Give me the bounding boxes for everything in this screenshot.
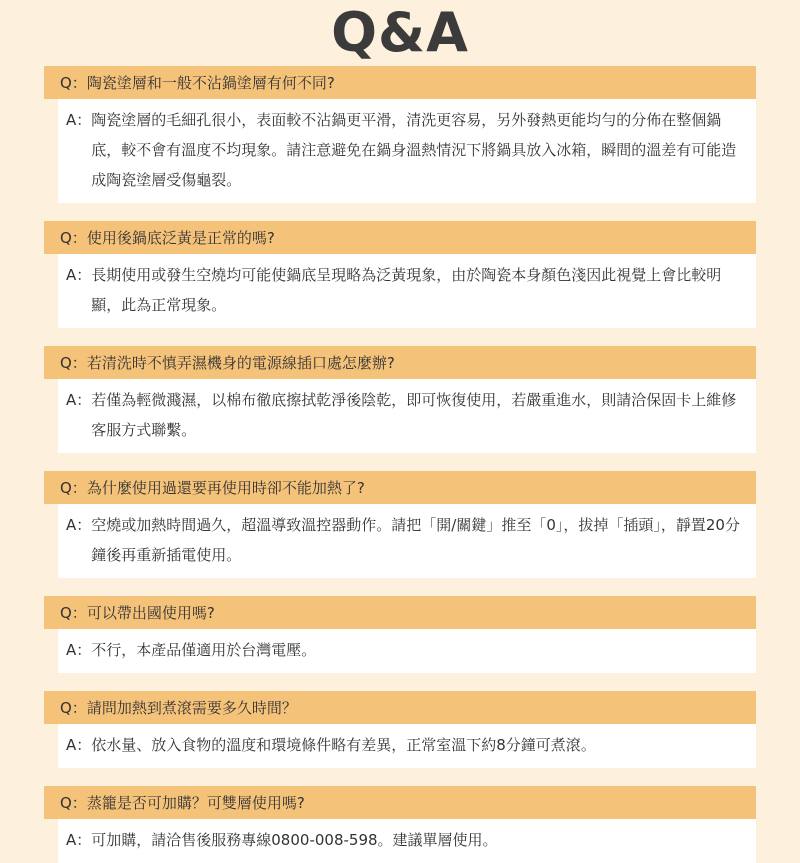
question-text: 請問加熱到煮滾需要多久時間？ [86, 699, 297, 717]
question-bar [44, 691, 756, 724]
answer-prefix: A： [66, 111, 92, 129]
question-prefix: Q： [60, 604, 87, 622]
qa-item-3 [44, 346, 756, 453]
question-bar [44, 471, 756, 504]
answer-box [58, 819, 756, 863]
answer-box [58, 629, 756, 673]
question-text: 蒸籠是否可加購？可雙層使用嗎? [86, 794, 305, 812]
answer-text: 空燒或加熱時間過久，超溫導致溫控器動作。請把「開/關鍵」推至「0」，拔掉「插頭」，靜置20分鐘後再重新插電使用。 [91, 516, 740, 564]
answer-text: 不行，本產品僅適用於台灣電壓。 [91, 641, 317, 659]
question-text: 使用後鍋底泛黃是正常的嗎? [86, 229, 275, 247]
answer-prefix: A： [66, 516, 92, 534]
question-prefix: Q： [60, 479, 87, 497]
answer-prefix: A： [66, 641, 92, 659]
answer-box [58, 724, 756, 768]
question-prefix: Q： [60, 794, 87, 812]
question-text: 為什麼使用過還要再使用時卻不能加熱了? [86, 479, 365, 497]
answer-prefix: A： [66, 831, 92, 849]
answer-text: 長期使用或發生空燒均可能使鍋底呈現略為泛黃現象，由於陶瓷本身顏色淺因此視覺上會比較明顯，此為正常現象。 [91, 266, 722, 314]
question-bar [44, 346, 756, 379]
qa-item-1 [44, 66, 756, 203]
answer-prefix: A： [66, 391, 92, 409]
qa-item-5 [44, 596, 756, 673]
answer-prefix: A： [66, 266, 92, 284]
question-bar [44, 221, 756, 254]
page-title: Q&A [331, 1, 469, 64]
answer-text: 依水量、放入食物的溫度和環境條件略有差異，正常室溫下約8分鐘可煮滾。 [91, 736, 596, 754]
answer-prefix: A： [66, 736, 92, 754]
answer-box [58, 254, 756, 328]
answer-text: 若僅為輕微濺濕，以棉布徹底擦拭乾淨後陰乾，即可恢復使用，若嚴重進水，則請洽保固卡上維修客服方式聯繫。 [91, 391, 737, 439]
answer-text: 陶瓷塗層的毛細孔很小，表面較不沾鍋更平滑，清洗更容易，另外發熱更能均勻的分佈在整個鍋底，較不會有溫度不均現象。請注意避免在鍋身溫熱情況下將鍋具放入冰箱，瞬間的溫差有可能造成陶瓷塗層受傷龜裂。 [91, 111, 737, 189]
question-bar [44, 786, 756, 819]
answer-text: 可加購，請洽售後服務專線0800-008-598。建議單層使用。 [91, 831, 498, 849]
question-prefix: Q： [60, 74, 87, 92]
question-bar [44, 66, 756, 99]
question-text: 若清洗時不慎弄濕機身的電源線插口處怎麼辦? [86, 354, 395, 372]
qa-item-7 [44, 786, 756, 863]
answer-box [58, 379, 756, 453]
question-prefix: Q： [60, 699, 87, 717]
qa-item-6 [44, 691, 756, 768]
question-text: 陶瓷塗層和一般不沾鍋塗層有何不同? [86, 74, 335, 92]
question-bar [44, 596, 756, 629]
question-text: 可以帶出國使用嗎? [86, 604, 215, 622]
question-prefix: Q： [60, 354, 87, 372]
qa-item-2 [44, 221, 756, 328]
answer-box [58, 504, 756, 578]
qa-item-4 [44, 471, 756, 578]
answer-box [58, 99, 756, 203]
question-prefix: Q： [60, 229, 87, 247]
